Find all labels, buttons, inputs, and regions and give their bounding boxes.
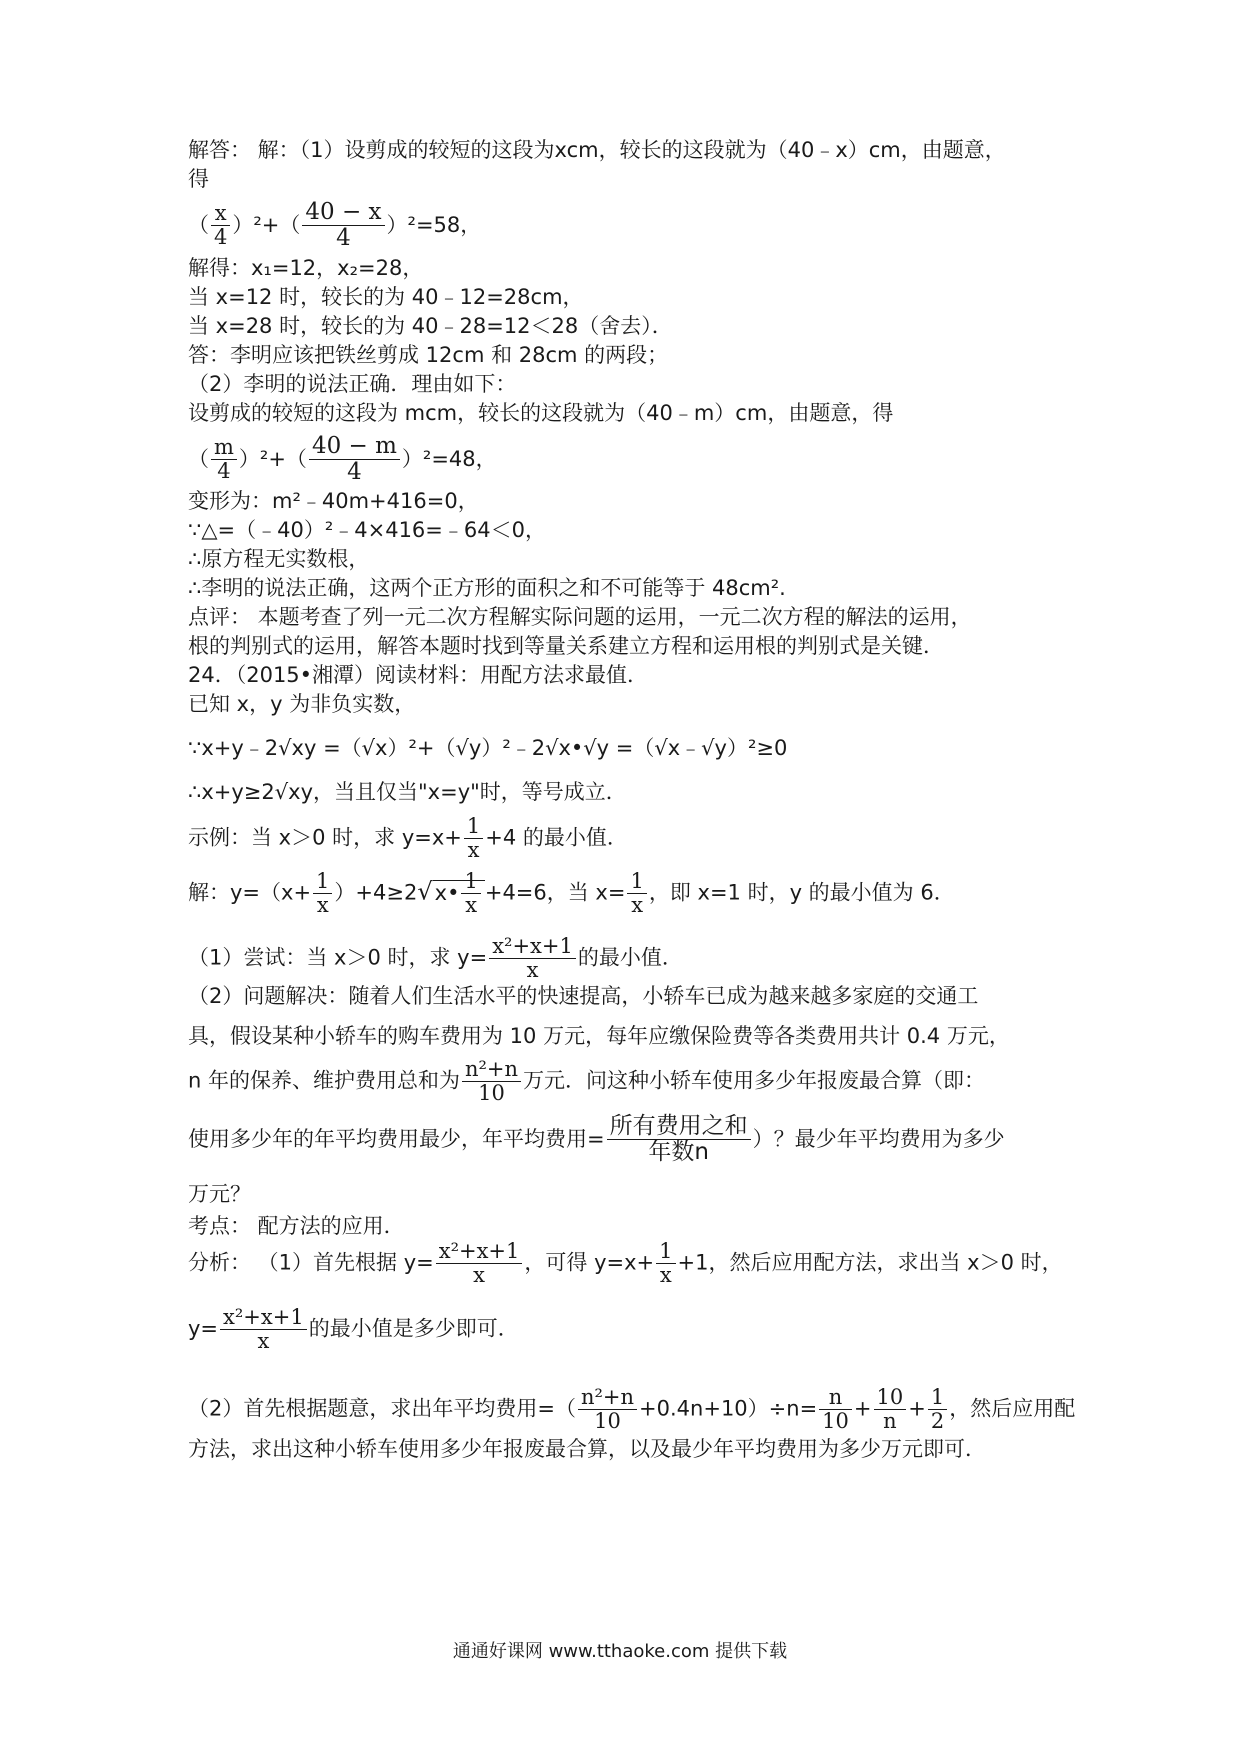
- equation-line: [188, 1058, 985, 1105]
- text: 使用多少年的年平均费用最少，年平均费用=: [188, 1126, 605, 1151]
- fraction: [578, 1386, 637, 1433]
- numerator: 所有费用之和: [607, 1114, 751, 1140]
- text: y=: [188, 1316, 219, 1341]
- fraction: [462, 1058, 521, 1105]
- denominator: x: [631, 893, 644, 918]
- equation-line: [188, 1386, 1075, 1433]
- text: ，然后应用配: [949, 1396, 1076, 1421]
- sqrt-sign-icon: √: [417, 877, 433, 906]
- numerator: m: [211, 436, 237, 460]
- numerator: 1: [464, 815, 483, 839]
- equation-line: [188, 200, 481, 252]
- fraction: [656, 1240, 675, 1287]
- text: n 年的保养、维护费用总和为: [188, 1068, 460, 1093]
- comment-line: 点评： 本题考查了列一元二次方程解实际问题的运用，一元二次方程的解法的运用，: [188, 605, 972, 629]
- denominator: 10: [478, 1081, 505, 1106]
- text-line: 方法，求出这种小轿车使用多少年报废最合算，以及最少年平均费用为多少万元即可．: [188, 1437, 986, 1461]
- kaodian-line: 考点： 配方法的应用．: [188, 1214, 405, 1238]
- numerator: x²+x+1: [436, 1240, 523, 1264]
- text: +4=6，当 x=: [484, 880, 626, 905]
- text: （: [188, 212, 209, 237]
- fraction: [627, 870, 646, 917]
- text-line: ∴原方程无实数根，: [188, 547, 370, 571]
- denominator: 年数n: [648, 1139, 709, 1166]
- text: +4 的最小值．: [485, 825, 628, 850]
- question-heading: 24．（2015•湘潭）阅读材料：用配方法求最值．: [188, 663, 649, 687]
- text-line: ∵△=（﹣40）²﹣4×416=﹣64＜0，: [188, 518, 546, 542]
- text-line: 当 x=28 时，较长的为 40﹣28=12＜28（舍去）．: [188, 314, 673, 338]
- text: ）²+（: [232, 212, 301, 237]
- numerator: 40 − m: [309, 434, 400, 460]
- fraction: [211, 202, 230, 249]
- text: +: [908, 1396, 926, 1421]
- text-line: （2）问题解决：随着人们生活水平的快速提高，小轿车已成为越来越多家庭的交通工: [188, 984, 979, 1008]
- text-line: 当 x=12 时，较长的为 40﹣12=28cm，: [188, 285, 584, 309]
- text: +0.4n+10）÷n=: [639, 1396, 818, 1421]
- fraction: [464, 815, 483, 862]
- text: ）+4≥2: [334, 880, 418, 905]
- numerator: 1: [313, 870, 332, 894]
- text: ，可得 y=x+: [524, 1250, 655, 1275]
- equation-line: [188, 1306, 519, 1353]
- numerator: 10: [874, 1386, 907, 1410]
- denominator: n: [883, 1409, 897, 1434]
- equation-line: [188, 815, 628, 862]
- text: ）²+（: [238, 446, 307, 471]
- denominator: x: [526, 958, 539, 983]
- text-line: 得: [188, 167, 209, 191]
- text-line: 设剪成的较短的这段为 mcm，较长的这段就为（40﹣m）cm，由题意，得: [188, 401, 894, 425]
- radical: [417, 870, 485, 917]
- answer-heading-line: 解答： 解：（1）设剪成的较短的这段为xcm，较长的这段就为（40﹣x）cm，由题意，: [188, 138, 1006, 162]
- text: ）？最少年平均费用为多少: [752, 1126, 1005, 1151]
- equation-line: [188, 935, 683, 982]
- text: 示例：当 x＞0 时，求 y=x+: [188, 825, 462, 850]
- denominator: 2: [930, 1409, 945, 1434]
- equation-line: [188, 870, 955, 917]
- equation-line: ∵x+y﹣2√xy =（√x）²+（√y）²﹣2√x•√y =（√x﹣√y）²≥0: [188, 736, 788, 760]
- fraction: [211, 436, 237, 483]
- text-line: ∴李明的说法正确，这两个正方形的面积之和不可能等于 48cm².: [188, 576, 786, 600]
- numerator: 1: [627, 870, 646, 894]
- text-line: （2）李明的说法正确．理由如下：: [188, 372, 517, 396]
- text: +: [853, 1396, 872, 1421]
- text: （2）首先根据题意，求出年平均费用=（: [188, 1396, 576, 1421]
- denominator: x: [257, 1329, 270, 1354]
- text: 的最小值是多少即可．: [308, 1316, 519, 1341]
- denominator: x: [659, 1263, 672, 1288]
- text-line: 解得：x₁=12，x₂=28，: [188, 256, 424, 280]
- text-line: 变形为：m²﹣40m+416=0，: [188, 489, 479, 513]
- denominator: x: [473, 1263, 485, 1288]
- denominator: 10: [594, 1409, 621, 1434]
- text: +1，然后应用配方法，求出当 x＞0 时，: [677, 1250, 1063, 1275]
- text: ，即 x=1 时，y 的最小值为 6．: [648, 880, 955, 905]
- fraction: [489, 935, 576, 982]
- denominator: 4: [217, 459, 231, 484]
- text-line: 万元？: [188, 1182, 251, 1206]
- text: 解：y=（x+: [188, 880, 312, 905]
- denominator: x: [316, 893, 329, 918]
- text-line: ∴x+y≥2√xy，当且仅当"x=y"时，等号成立．: [188, 780, 627, 804]
- text-line: 根的判别式的运用，解答本题时找到等量关系建立方程和运用根的判别式是关键．: [188, 634, 944, 658]
- denominator: 4: [336, 225, 351, 252]
- fraction: [220, 1306, 307, 1353]
- text: 的最小值．: [577, 945, 683, 970]
- text-line: 答：李明应该把铁丝剪成 12cm 和 28cm 的两段；: [188, 343, 669, 367]
- fraction: [607, 1114, 751, 1166]
- denominator: x: [467, 838, 480, 863]
- fraction: [309, 434, 400, 486]
- numerator: x: [211, 202, 230, 226]
- page-footer: 通通好课网 www.tthaoke.com 提供下载: [452, 1641, 788, 1662]
- denominator: 4: [347, 459, 362, 486]
- text: （: [188, 446, 209, 471]
- numerator: n²+n: [462, 1058, 521, 1082]
- text-line: 已知 x，y 为非负实数，: [188, 692, 416, 716]
- numerator: x²+x+1: [489, 935, 576, 959]
- denominator: x: [465, 893, 478, 918]
- fraction: [313, 870, 332, 917]
- numerator: x²+x+1: [220, 1306, 307, 1330]
- fraction: [461, 870, 480, 917]
- text: 分析： （1）首先根据 y=: [188, 1250, 434, 1275]
- numerator: n²+n: [578, 1386, 637, 1410]
- fraction: [819, 1386, 852, 1433]
- radicand: [433, 869, 485, 918]
- denominator: 4: [214, 225, 228, 250]
- text-line: 具，假设某种小轿车的购车费用为 10 万元，每年应缴保险费等各类费用共计 0.4 万元，: [188, 1024, 1010, 1048]
- numerator: n: [819, 1386, 852, 1410]
- numerator: 1: [928, 1386, 947, 1410]
- fraction: [928, 1386, 947, 1433]
- fraction: [874, 1386, 907, 1433]
- fraction: [302, 200, 384, 252]
- fraction: [436, 1240, 523, 1287]
- equation-line: [188, 1240, 1063, 1287]
- denominator: 10: [822, 1409, 849, 1434]
- numerator: 1: [461, 870, 480, 894]
- equation-line: [188, 1114, 1005, 1166]
- text: 万元．问这种小轿车使用多少年报废最合算（即：: [523, 1068, 986, 1093]
- text: ）²=48，: [401, 446, 497, 471]
- equation-line: [188, 434, 497, 486]
- text: ）²=58，: [386, 212, 482, 237]
- text: （1）尝试：当 x＞0 时，求 y=: [188, 945, 488, 970]
- numerator: 1: [656, 1240, 675, 1264]
- numerator: 40 − x: [302, 200, 384, 226]
- text: x•: [434, 880, 460, 905]
